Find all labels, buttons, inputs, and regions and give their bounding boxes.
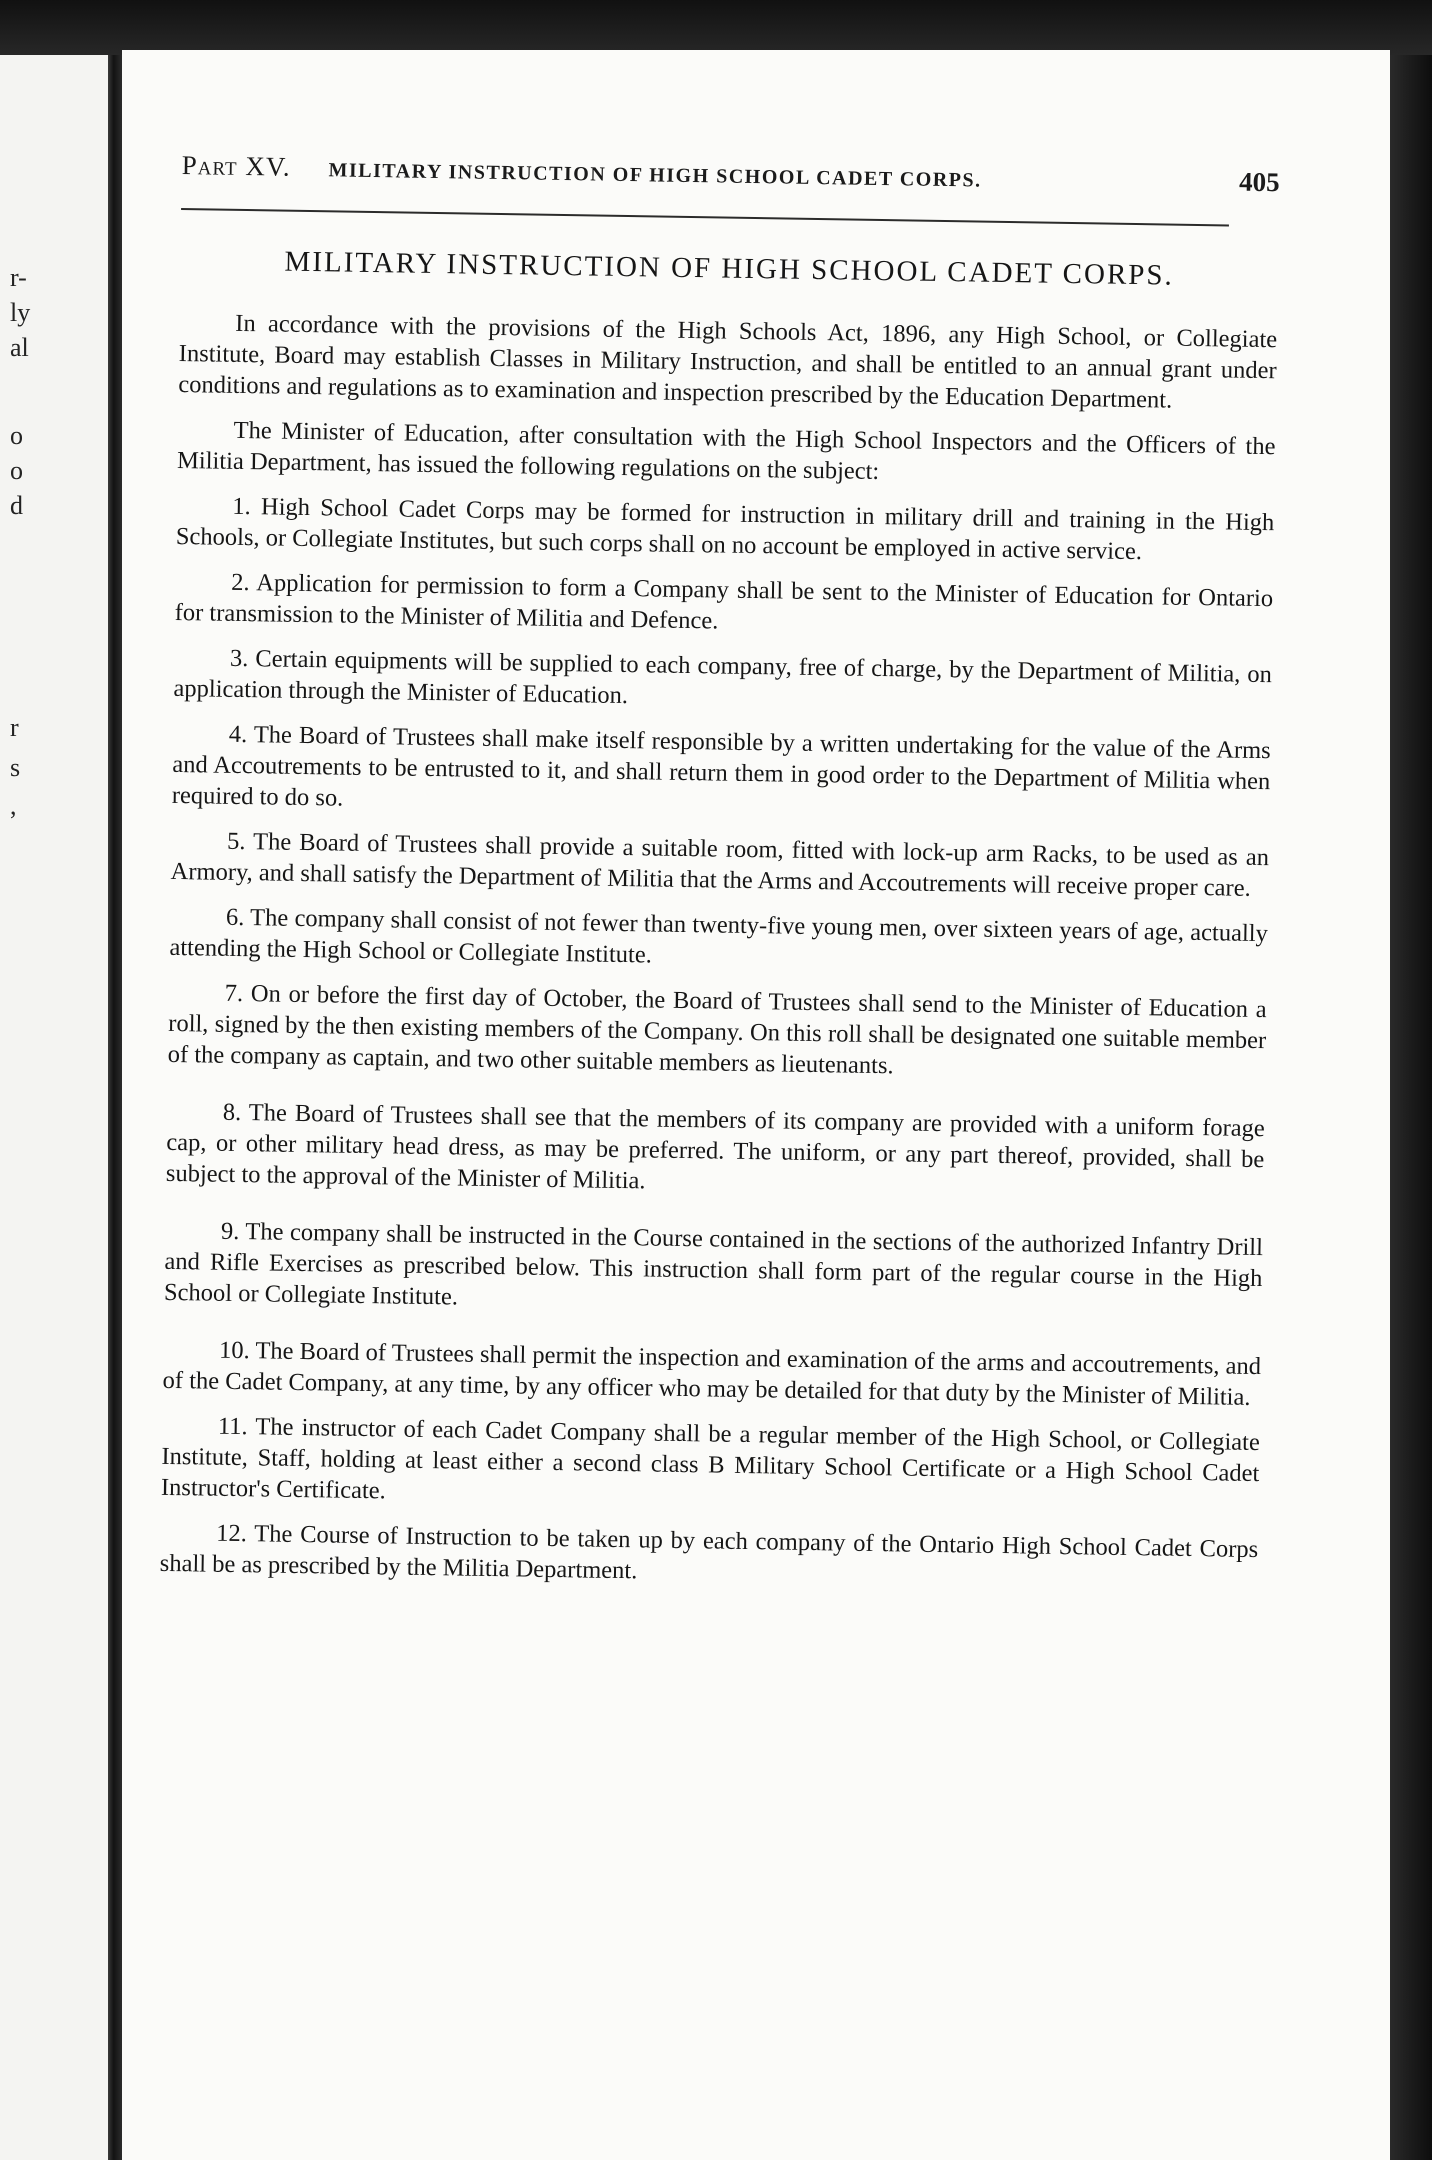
- regulation-5: 5. The Board of Trustees shall provide a suitable room, fitted with lock-up arm Racks, to be used as an Armory, and shall satisfy the Department of Militia that the Arms and Accoutrements will receive proper care.: [170, 827, 1270, 902]
- book-gutter: [108, 55, 122, 2160]
- regulation-4: 4. The Board of Trustees shall make itself responsible by a written undertaking for the value of the Arms and Accoutrements to be entrusted to it, and shall return them in good order to the Department of Militia when required to do so.: [171, 720, 1271, 812]
- left-fragment: o: [10, 456, 23, 485]
- left-fragment: al: [10, 333, 29, 362]
- part-label: Part XV.: [181, 150, 291, 182]
- page-number: 405: [1238, 166, 1280, 198]
- regulation-1: 1. High School Cadet Corps may be formed for instruction in military drill and training in the High Schools, or Collegiate Institutes, but such corps shall on no account be employed in active service.: [175, 492, 1275, 566]
- regulation-10: 10. The Board of Trustees shall permit the inspection and examination of the arms and accoutrements, and of the Cadet Company, at any time, by any officer who may be detailed for that duty by the Minister of Militia.: [162, 1336, 1262, 1411]
- regulation-12: 12. The Course of Instruction to be taken up by each company of the Ontario High School Cadet Corps shall be as prescribed by the Militia Department.: [159, 1519, 1259, 1585]
- left-fragment: r: [10, 713, 19, 742]
- adjacent-page-edge: [0, 55, 112, 2160]
- left-fragment: d: [10, 491, 23, 520]
- regulation-6: 6. The company shall consist of not fewer than twenty-five young men, over sixteen years of age, actually attending the High School or Collegiate Institute.: [169, 903, 1269, 969]
- regulation-8: 8. The Board of Trustees shall see that the members of its company are provided with a uniform forage cap, or other military head dress, as may be preferred. The uniform, or any part thereof, provided, shall be subject to the approval of the Minister of Militia.: [165, 1098, 1265, 1195]
- left-fragment: ,: [10, 791, 17, 820]
- left-fragment: ly: [10, 298, 31, 327]
- regulation-9: 9. The company shall be instructed in the Course contained in the sections of the authorized Infantry Drill and Rifle Exercises as prescribed below. This instruction shall form part of the regular course in the High School or Collegiate Institute.: [163, 1217, 1264, 1311]
- regulation-11: 11. The instructor of each Cadet Company shall be a regular member of the High School, or Collegiate Institute, Staff, holding at least either a second class B Military School Certificate or a High School Cadet Instructor's Certificate.: [160, 1412, 1261, 1505]
- paragraph-minister: The Minister of Education, after consultation with the High School Inspectors and the Officers of the Militia Department, has issued the following regulations on the subject:: [176, 416, 1276, 485]
- regulation-7: 7. On or before the first day of October, the Board of Trustees shall send to the Minister of Education a roll, signed by the then existing members of the Company. On this roll shall be designated one suitable member of the company as captain, and two other suitable members as lieutenants.: [167, 979, 1267, 1080]
- regulation-2: 2. Application for permission to form a Company shall be sent to the Minister of Education for Ontario for transmission to the Minister of Militia and Defence.: [174, 568, 1274, 635]
- left-fragment: r-: [10, 263, 27, 292]
- paragraph-intro: In accordance with the provisions of the High Schools Act, 1896, any High School, or Collegiate Institute, Board may establish Classes in Military Instruction, and shall be entitled to an annual grant under conditions and regulations as to examination and inspection prescribed by the Education Department.: [178, 309, 1278, 414]
- page-text-block: [159, 150, 1280, 1610]
- left-fragment: s: [10, 753, 21, 782]
- running-caption: MILITARY INSTRUCTION OF HIGH SCHOOL CADET CORPS.: [328, 159, 982, 192]
- regulation-3: 3. Certain equipments will be supplied to each company, free of charge, by the Department of Militia, on application through the Minister of Education.: [173, 644, 1273, 710]
- left-fragment: o: [10, 421, 23, 450]
- page-title: MILITARY INSTRUCTION OF HIGH SCHOOL CADET CORPS.: [284, 245, 1175, 292]
- scan-border-right: [1390, 55, 1432, 2160]
